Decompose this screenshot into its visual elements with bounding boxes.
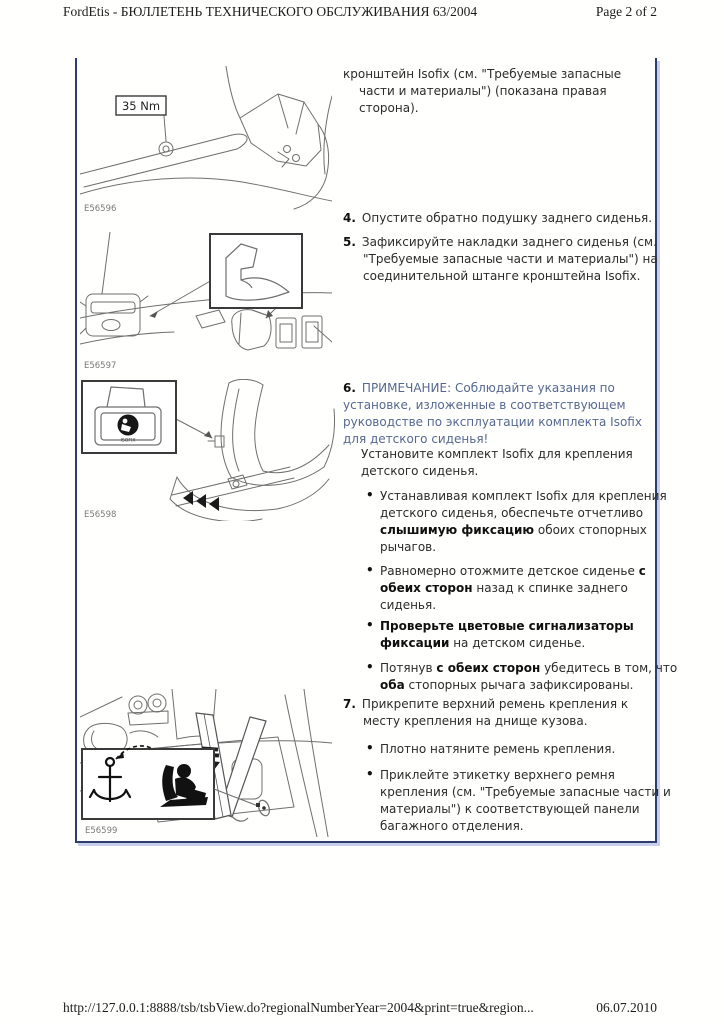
bullet-text-bold: с обеих сторон bbox=[380, 564, 646, 595]
step-6-note bbox=[343, 380, 643, 448]
bullet-item bbox=[343, 767, 680, 835]
figure-e56597 bbox=[80, 232, 332, 372]
leader-arrow-icon bbox=[150, 311, 158, 318]
step-4 bbox=[343, 210, 663, 227]
bullet-text: Приклейте этикетку верхнего ремня крепления (см. "Требуемые запасные части и материалы") к соответствующей панели багажного отделения. bbox=[380, 768, 671, 833]
child-seat-install-drawing bbox=[80, 379, 336, 521]
bullet-text: стопорных рычага зафиксированы. bbox=[404, 678, 634, 692]
instructions-column bbox=[343, 58, 678, 841]
step-text: Прикрепите верхний ремень крепления к месту крепления на днище кузова. bbox=[361, 697, 629, 728]
bullet-item bbox=[343, 741, 680, 758]
print-footer bbox=[63, 1000, 657, 1016]
bullet-text: на детском сиденье. bbox=[449, 636, 586, 650]
figure-e56596 bbox=[80, 66, 332, 214]
trim-caps-drawing bbox=[80, 232, 332, 372]
bullet-item bbox=[343, 618, 680, 652]
step-text: Установите комплект Isofix для крепления детского сиденья. bbox=[361, 447, 633, 478]
isofix-badge-icon bbox=[118, 415, 139, 436]
bullet-text: обоих стопорных рычагов. bbox=[380, 523, 647, 554]
leader-arrow-icon bbox=[266, 310, 273, 318]
torque-callout bbox=[116, 96, 166, 115]
bracket-torque-drawing bbox=[80, 66, 332, 214]
continued-paragraph-text: кронштейн Isofix (см. "Требуемые запасные части и материалы") (показана правая сторона). bbox=[343, 67, 622, 115]
bullet-text-bold: Проверьте цветовые сигнализаторы фиксации bbox=[380, 619, 634, 650]
inset-box bbox=[210, 234, 302, 308]
step-5 bbox=[343, 234, 663, 285]
footer-url: http://127.0.0.1:8888/tsb/tsbView.do?regionalNumberYear=2004&print=true&region... bbox=[63, 1000, 534, 1015]
step-number: 5. bbox=[343, 235, 356, 249]
bullet-item bbox=[343, 660, 680, 694]
bullet-text: назад к спинке заднего сиденья. bbox=[380, 581, 628, 612]
bullet-text-bold: слышимую фиксацию bbox=[380, 523, 535, 537]
figure-id-label: E56598 bbox=[84, 510, 117, 520]
step-text: Зафиксируйте накладки заднего сиденья (см. "Требуемые запасные части и материалы") на соединительной штанге кронштейна Isofix. bbox=[361, 235, 658, 283]
push-direction-arrows-icon bbox=[183, 491, 219, 511]
footer-date: 06.07.2010 bbox=[596, 1000, 657, 1015]
bullet-text-bold: с обеих сторон bbox=[436, 661, 541, 675]
torque-value: 35 Nm bbox=[121, 99, 161, 113]
bullet-text: Равномерно отожмите детское сиденье bbox=[380, 564, 639, 578]
bullet-item bbox=[343, 488, 680, 556]
header-title: FordEtis - БЮЛЛЕТЕНЬ ТЕХНИЧЕСКОГО ОБСЛУЖИВАНИЯ 63/2004 bbox=[63, 4, 478, 19]
bullet-text: Устанавливая комплект Isofix для крепления детского сиденья, обеспечьте отчетливо bbox=[380, 489, 667, 520]
figure-id-label: E56596 bbox=[84, 204, 117, 214]
step-6-instruction bbox=[343, 446, 661, 480]
bolt-icon bbox=[159, 142, 173, 156]
print-header bbox=[63, 4, 657, 20]
bullet-text-bold: оба bbox=[380, 678, 405, 692]
step-7 bbox=[343, 696, 663, 730]
step-text: Опустите обратно подушку заднего сиденья. bbox=[361, 211, 653, 225]
figure-e56598 bbox=[80, 379, 336, 521]
bullet-text: Плотно натяните ремень крепления. bbox=[380, 742, 616, 756]
tether-strap-drawing bbox=[80, 689, 332, 837]
figure-id-label: E56597 bbox=[84, 361, 117, 371]
bullet-item bbox=[343, 563, 680, 614]
note-text: ПРИМЕЧАНИЕ: Соблюдайте указания по установке, изложенные в соответствующем руководстве по эксплуатации комплекта Isofix для детского сиденья! bbox=[343, 381, 642, 446]
continued-paragraph bbox=[343, 66, 659, 117]
bullet-text: убедитесь в том, что bbox=[540, 661, 678, 675]
step-number: 7. bbox=[343, 697, 356, 711]
bullet-text: Потянув bbox=[380, 661, 437, 675]
header-page-indicator: Page 2 of 2 bbox=[595, 4, 657, 19]
step-number: 4. bbox=[343, 211, 356, 225]
step-number: 6. bbox=[343, 381, 356, 395]
isofix-badge-text: ISOFIX bbox=[120, 438, 136, 444]
figure-id-label: E56599 bbox=[85, 826, 118, 836]
bulletin-content-frame bbox=[75, 58, 678, 843]
figure-e56599 bbox=[80, 689, 332, 837]
